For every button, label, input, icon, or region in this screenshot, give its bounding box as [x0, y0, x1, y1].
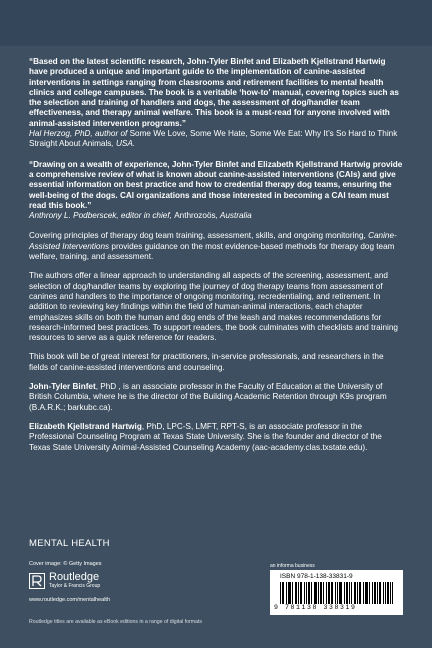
attribution-tail: , Australia [215, 211, 252, 221]
description-paragraph-3: This book will be of great interest for practitioners, in-service professionals, and researchers in the fields of canine-assisted interventions and counseling. [29, 352, 384, 372]
author-bio-1 [29, 382, 404, 413]
author-name: John-Tyler Binfet [29, 382, 96, 392]
subject-category: MENTAL HEALTH [29, 538, 110, 549]
author-bio-text: , PhD, LPC-S, LMFT, RPT-S, is an associate professor in the Professional Counseling Program at Texas State University. She is the founder and director of the Texas State University Animal-Assisted Counseling Academy (aac-academy.clas.txstate.edu). [29, 421, 382, 452]
attribution-work: Anthrozoös [174, 211, 216, 221]
description-paragraph-2: The authors offer a linear approach to understanding all aspects of the screening, assessment, and selection of dog/handler teams by exploring the journey of dog therapy teams from assessment of canines and handlers to the importance of ongoing monitoring, recredentialing, and retirement. In addition to reviewing key findings within the field of human-animal interactions, each chapter emphasizes skills on both the human and dog ends of the leash and makes recommendations for research-informed best practices. To support readers, the book culminates with checklists and training resources to serve as a quick reference for readers. [29, 271, 398, 343]
author-name: Elizabeth Kjellstrand Hartwig [29, 421, 142, 431]
attribution-name: Hal Herzog, PhD, author of [29, 129, 130, 139]
description-paragraph-1 [29, 231, 404, 262]
attribution-work: Some We Love, Some We Hate, Some We Eat: Why It’s So Hard to Think Straight About Animals [29, 129, 398, 149]
publisher-logo [29, 572, 100, 589]
description-text: provides guidance on the most evidence-based methods for therapy dog team welfare, training, and assessment. [29, 241, 395, 262]
publisher-text [49, 572, 100, 589]
barcode-icon [280, 582, 393, 604]
attribution-tail: , USA. [111, 139, 136, 149]
publisher-website: www.routledge.com/mentalhealth [29, 597, 111, 603]
endorsement-attribution-1 [29, 129, 404, 150]
back-cover-content [29, 57, 404, 462]
author-bio-2 [29, 422, 404, 453]
attribution-name: Anthrony L. Podberscek, editor in chief, [29, 211, 175, 221]
publisher-name: Routledge [49, 571, 100, 583]
endorsement-quote-1: “Based on the latest scientific research, John-Tyler Binfet and Elizabeth Kjellstrand Hartwig have produced a unique and important guide to the implementation of canine-assisted interventions in settings ranging from classrooms and retirement facilities to mental health clinics and college campuses. The book is a veritable ‘how-to’ manual, covering topics such as the selection and training of handlers and dogs, the assessment of dog/handler team effectiveness, and therapy animal welfare. This book is a must-read for anyone involved with animal-assisted intervention programs.” [29, 57, 399, 128]
informa-note: an informa business [270, 563, 315, 569]
isbn-barcode [270, 570, 403, 615]
ebook-note: Routledge titles are available as eBook editions in a range of digital formats [29, 619, 203, 625]
cover-image-credit: Cover image: © Getty Images [29, 561, 102, 567]
endorsement-attribution-2 [29, 211, 404, 221]
author-bio-text: , PhD , is an associate professor in the Faculty of Education at the University of British Columbia, where he is the director of the Building Academic Retention through K9s program (B.A.R.K.; barkubc.ca). [29, 382, 387, 412]
isbn-label: ISBN 978-1-138-33831-9 [280, 573, 353, 580]
book-title: Canine-Assisted Interventions [29, 231, 397, 251]
description-text: Covering principles of therapy dog team training, assessment, skills, and ongoing monitoring, [29, 231, 369, 241]
routledge-logo-icon [29, 573, 45, 589]
endorsement-quote-2: “Drawing on a wealth of experience, John-Tyler Binfet and Elizabeth Kjellstrand Hartwig provide a comprehensive review of what is known about canine-assisted interventions (CAIs) and give essential information on best practice and how to credential therapy dog teams, ensuring the well-being of the dogs. CAI organizations and those interested in becoming a CAI team must read this book.” [29, 159, 403, 210]
barcode-digits: 9 781138 338319 [274, 604, 357, 611]
top-band [0, 0, 432, 46]
publisher-group: Taylor & Francis Group [49, 583, 101, 589]
